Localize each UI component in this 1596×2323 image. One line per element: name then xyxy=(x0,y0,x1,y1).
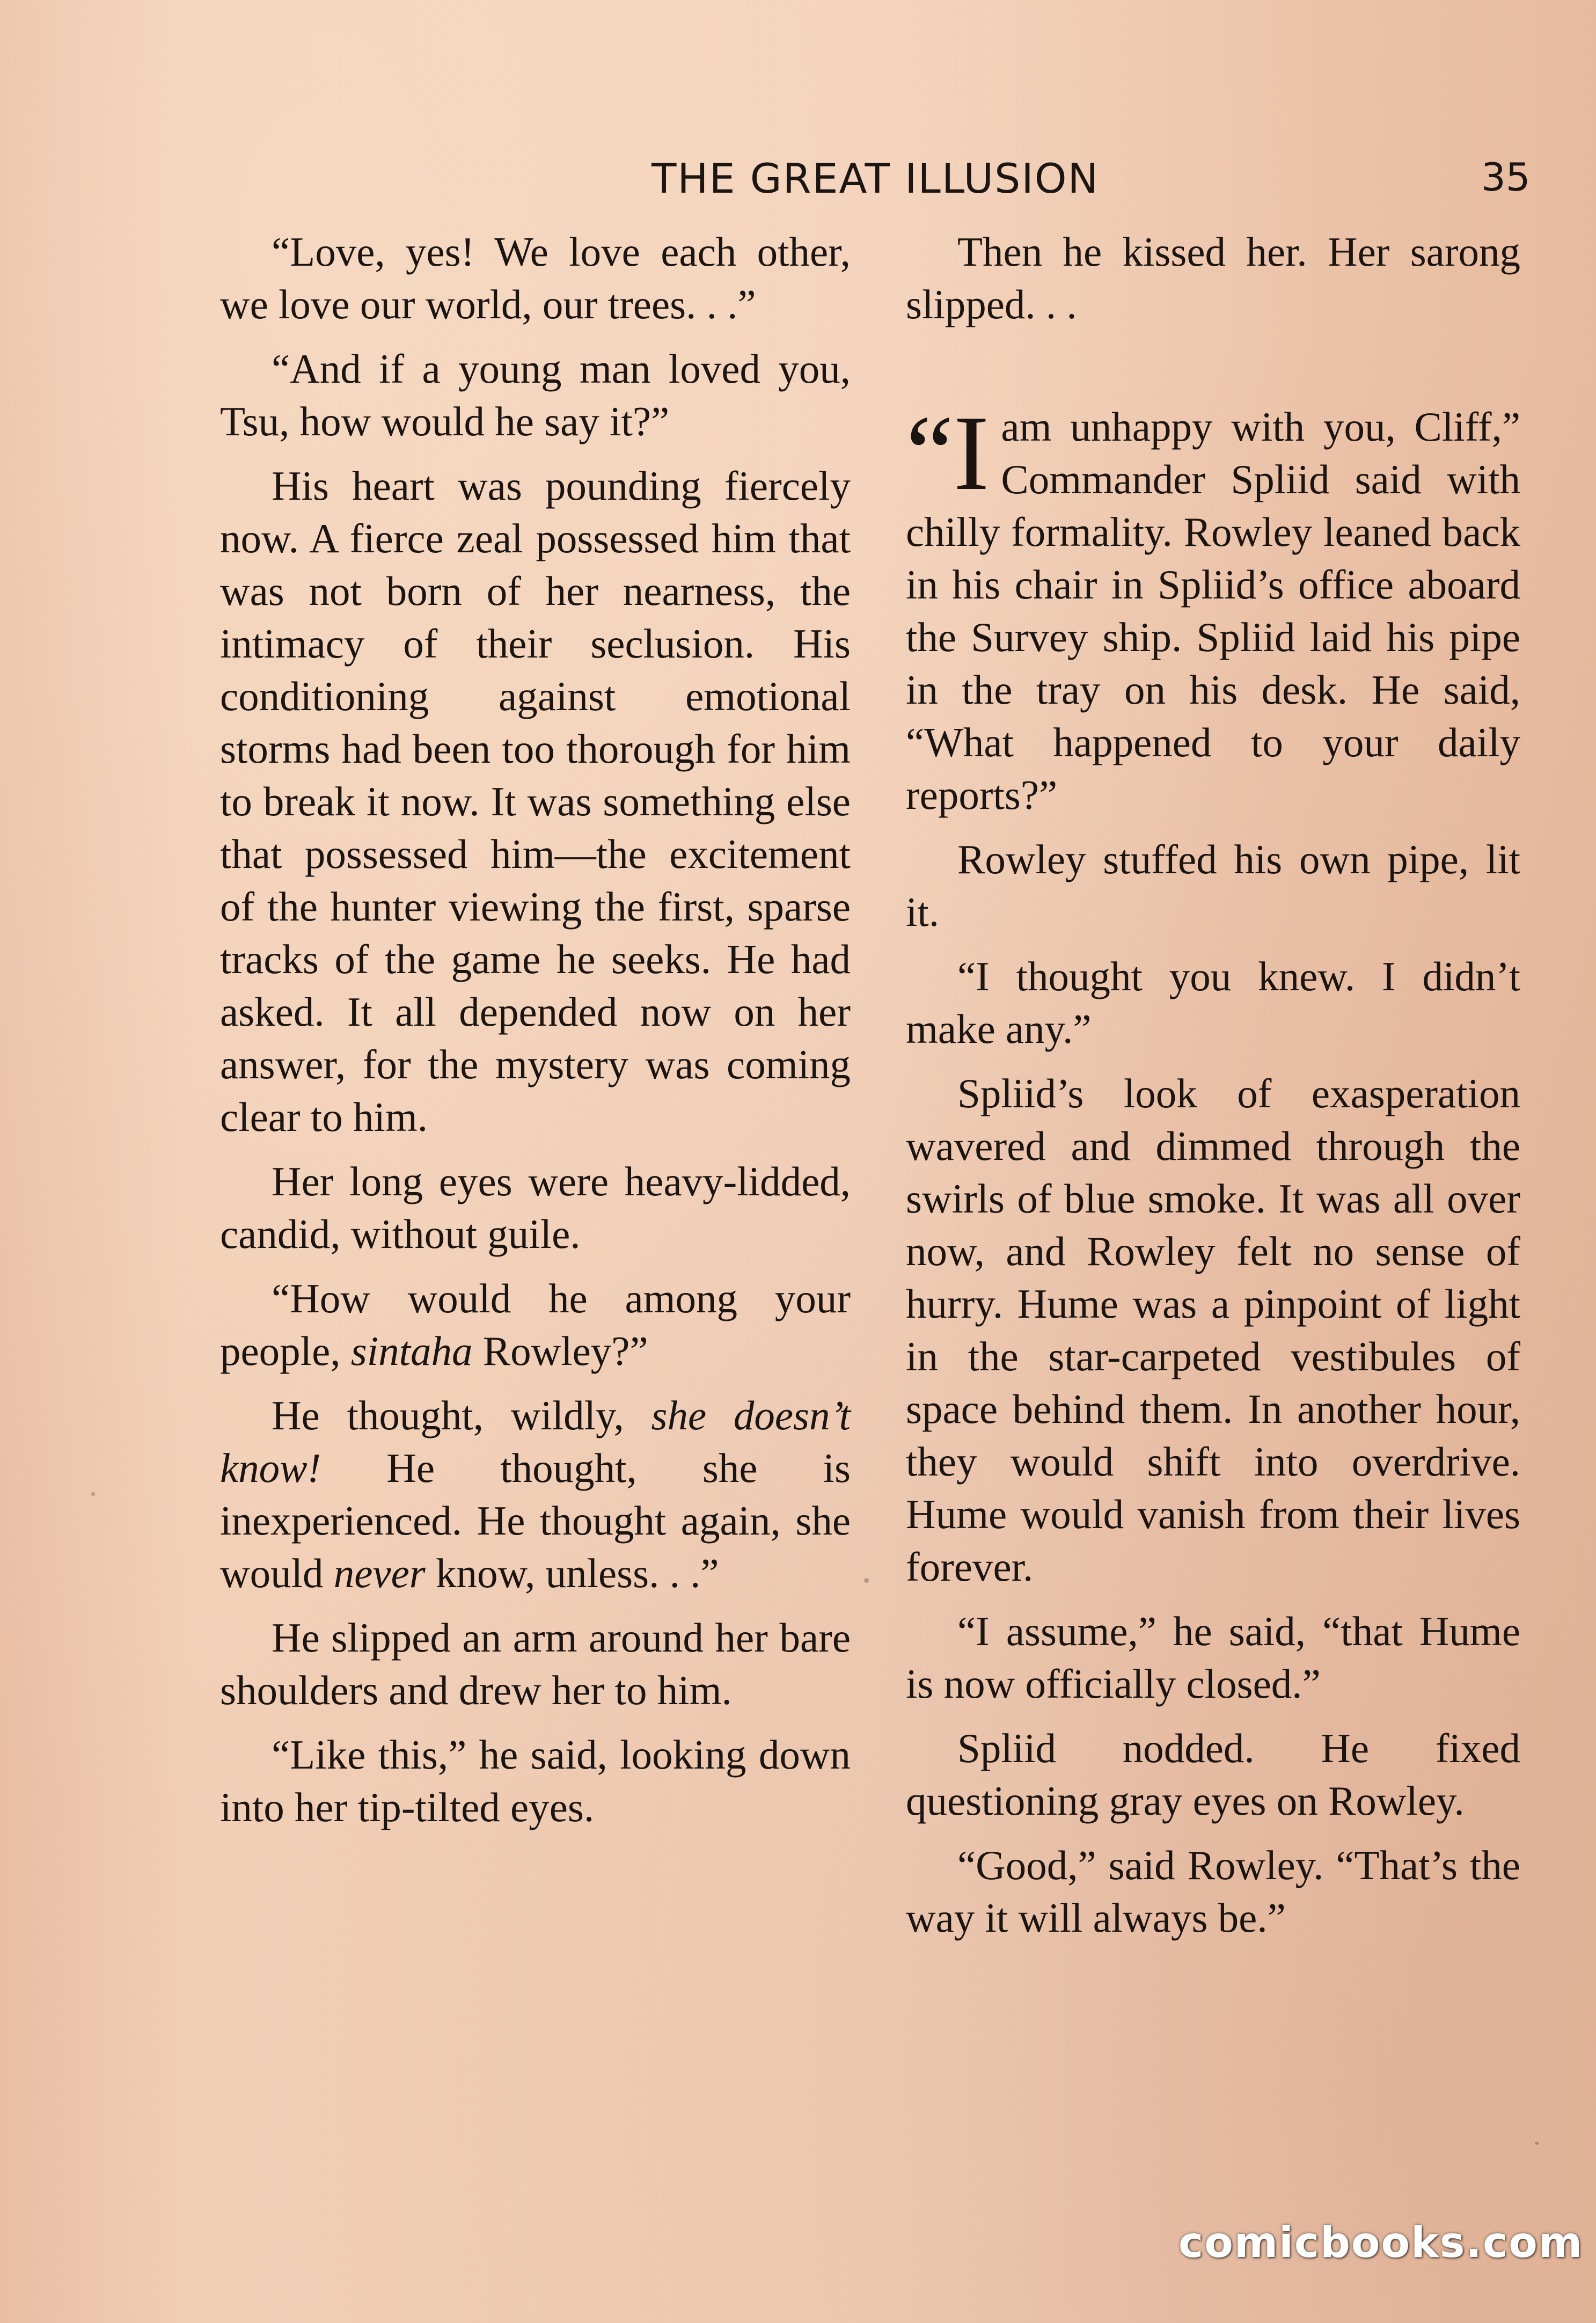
paper-speck xyxy=(1535,2142,1539,2145)
paragraph: “Like this,” he said, looking down into her tip-tilted eyes. xyxy=(220,1732,851,1830)
drop-cap-letter: I xyxy=(953,394,990,513)
italic-word: never xyxy=(333,1550,426,1596)
paragraph xyxy=(220,1389,851,1599)
text-run: know, unless. . .” xyxy=(425,1550,719,1596)
paper-speck xyxy=(864,1578,869,1583)
right-column xyxy=(906,225,1520,1956)
page-number: 35 xyxy=(1481,155,1531,200)
paragraph: His heart was pounding fiercely now. A fierce zeal possessed him that was not born of her nearness, the intimacy of their seclusion. His conditioning against emotional storms had been too thorough for him to break it now. It was something else that possessed him—the excitement of the hunter viewing the first, sparse tracks of the game he seeks. He had asked. It all depended now on her answer, for the mystery was coming clear to him. xyxy=(220,463,851,1140)
watermark-logo: comicbooks.com xyxy=(1178,2219,1584,2267)
drop-cap xyxy=(906,394,990,513)
paragraph: Her long eyes were heavy-lidded, candid, without guile. xyxy=(220,1158,851,1257)
text-run: am unhappy with you, Cliff,” Commander Spliid said with chilly formality. Rowley leaned back in his chair in Spliid’s office aboard the Survey ship. Spliid laid his pipe in the tray on his desk. He said, “What happened to your daily reports?” xyxy=(906,404,1520,818)
paragraph: Rowley stuffed his own pipe, lit it. xyxy=(906,836,1520,935)
paragraph: “I assume,” he said, “that Hume is now officially closed.” xyxy=(906,1608,1520,1707)
paragraph: “Good,” said Rowley. “That’s the way it will always be.” xyxy=(906,1842,1520,1941)
paper-speck xyxy=(91,1492,95,1496)
paragraph: He slipped an arm around her bare shoulders and drew her to him. xyxy=(220,1615,851,1713)
paragraph: “Love, yes! We love each other, we love our world, our trees. . .” xyxy=(220,229,851,327)
drop-cap-quote: “ xyxy=(906,394,954,513)
paragraph xyxy=(220,1272,851,1377)
paragraph: Then he kissed her. Her sarong slipped. . . xyxy=(906,229,1520,327)
paragraph: “And if a young man loved you, Tsu, how would he say it?” xyxy=(220,346,851,444)
italic-phrase: she doesn’t know! xyxy=(220,1392,851,1491)
running-header xyxy=(0,144,1596,208)
left-column xyxy=(220,225,851,1845)
text-run: He thought, wildly, xyxy=(272,1392,651,1438)
text-run: “How would he among your people, xyxy=(220,1275,851,1374)
text-run: He thought, she is inexperienced. He thought again, she would xyxy=(220,1445,851,1596)
paragraph: “I thought you knew. I didn’t make any.” xyxy=(906,953,1520,1052)
text-run: Rowley?” xyxy=(472,1328,648,1374)
running-title: THE GREAT ILLUSION xyxy=(651,155,1100,202)
paragraph: Spliid’s look of exasperation wavered and dimmed through the swirls of blue smoke. It was all over now, and Rowley felt no sense of hurry. Hume was a pinpoint of light in the star-carpeted vestibules of space behind them. In another hour, they would shift into overdrive. Hume would vanish from their lives forever. xyxy=(906,1070,1520,1590)
italic-word: sintaha xyxy=(350,1328,473,1374)
section-opening-paragraph xyxy=(906,394,1520,821)
paragraph: Spliid nodded. He fixed questioning gray eyes on Rowley. xyxy=(906,1725,1520,1824)
